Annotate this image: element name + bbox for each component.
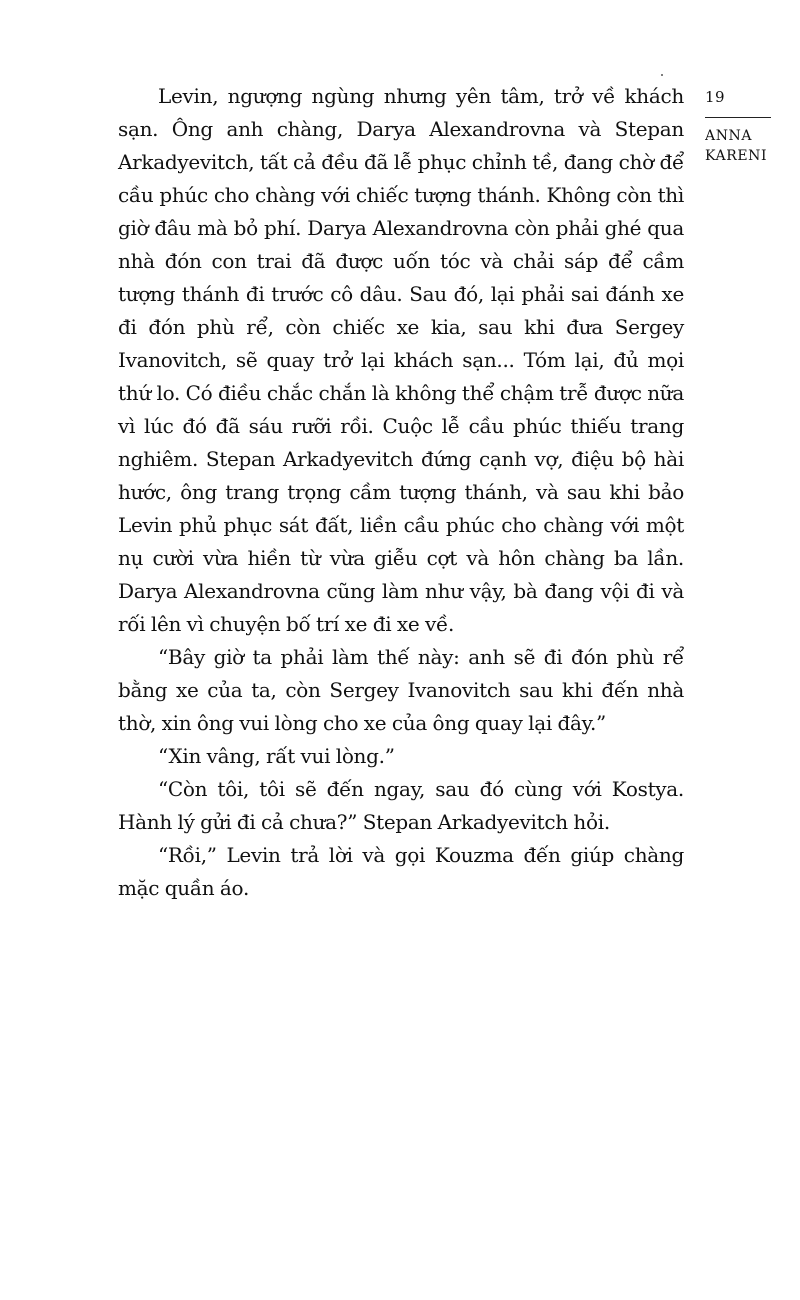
running-title-line-2: KARENI	[705, 148, 768, 164]
page-number: 19	[705, 88, 726, 106]
paragraph-2: “Bây giờ ta phải làm thế này: anh sẽ đi đón phù rể bằng xe của ta, còn Sergey Ivanovitch sau khi đến nhà thờ, xin ông vui lòng cho xe của ông quay lại đây.”	[118, 645, 684, 735]
paragraph-3: “Xin vâng, rất vui lòng.”	[158, 744, 395, 768]
body-text	[118, 80, 684, 905]
paragraph-4: “Còn tôi, tôi sẽ đến ngay, sau đó cùng với Kostya. Hành lý gửi đi cả chưa?” Stepan Arkadyevitch hỏi.	[118, 777, 684, 834]
paragraph-1: Levin, ngượng ngùng nhưng yên tâm, trở về khách sạn. Ông anh chàng, Darya Alexandrovna và Stepan Arkadyevitch, tất cả đều đã lễ phục chỉnh tề, đang chờ để cầu phúc cho chàng với chiếc tượng thánh. Không còn thì giờ đâu mà bỏ phí. Darya Alexandrovna còn phải ghé qua nhà đón con trai đã được uốn tóc và chải sáp để cầm tượng thánh đi trước cô dâu. Sau đó, lại phải sai đánh xe đi đón phù rể, còn chiếc xe kia, sau khi đưa Sergey Ivanovitch, sẽ quay trở lại khách sạn... Tóm lại, đủ mọi thứ lo. Có điều chắc chắn là không thể chậm trễ được nữa vì lúc đó đã sáu rưỡi rồi. Cuộc lễ cầu phúc thiếu trang nghiêm. Stepan Arkadyevitch đứng cạnh vợ, điệu bộ hài hước, ông trang trọng cầm tượng thánh, và sau khi bảo Levin phủ phục sát đất, liền cầu phúc cho chàng với một nụ cười vừa hiền từ vừa giễu cợt và hôn chàng ba lần. Darya Alexandrovna cũng làm như vậy, bà đang vội đi và rối lên vì chuyện bố trí xe đi xe về.	[118, 84, 684, 636]
header-rule	[705, 117, 771, 118]
print-speck	[661, 74, 663, 76]
running-title	[705, 126, 800, 166]
running-title-line-1: ANNA	[705, 128, 753, 144]
paragraph-5: “Rồi,” Levin trả lời và gọi Kouzma đến giúp chàng mặc quần áo.	[118, 843, 684, 900]
